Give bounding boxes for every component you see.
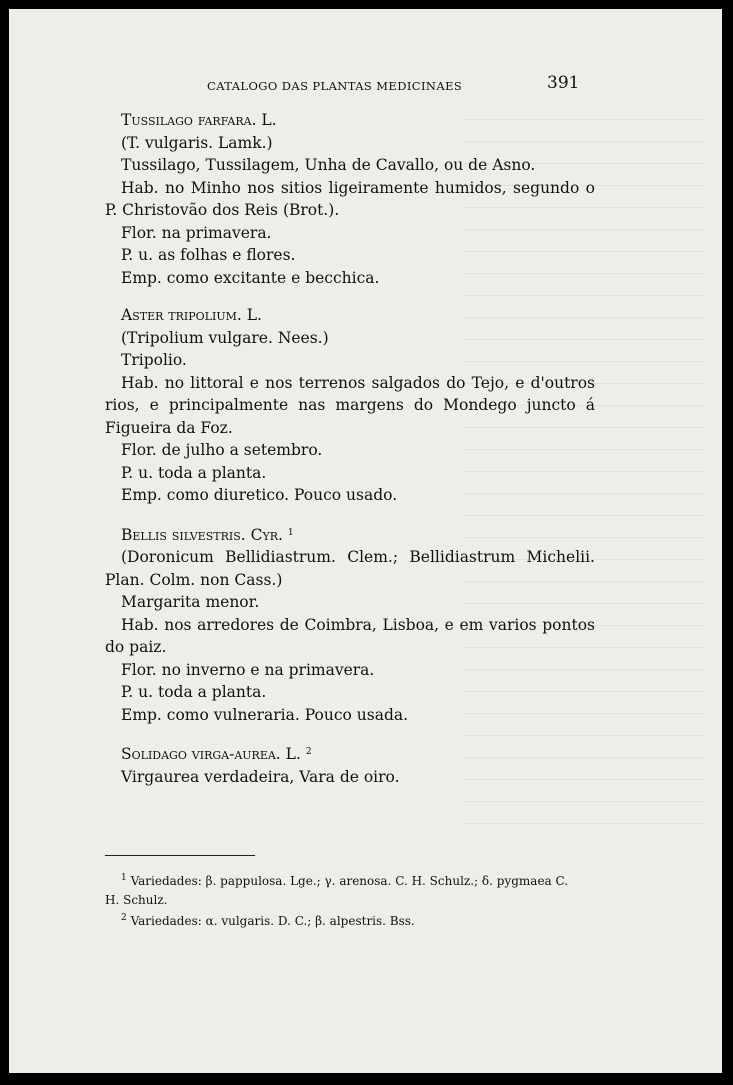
footnote-mark: 2: [121, 913, 127, 923]
entry-heading: Aster tripolium. L.: [121, 306, 262, 324]
entry-heading-line: [105, 522, 595, 547]
entry-heading: Tussilago farfara. L.: [121, 111, 277, 129]
entry-synonym: (T. vulgaris. Lamk.): [121, 133, 273, 152]
footnote-divider: [105, 855, 255, 856]
entry-part-used: P. u. toda a planta.: [121, 683, 267, 701]
entry-heading-line: [105, 741, 595, 766]
entry-flowering: Flor. no inverno e na primavera.: [121, 660, 375, 679]
catalog-body: [105, 109, 595, 803]
footnote-reference: 1: [287, 527, 294, 538]
footnote-mark: 1: [121, 873, 127, 883]
footnote-reference: 2: [305, 747, 312, 757]
entry-habitat: Hab. no Minho nos sitios ligeiramente humidos, segundo o P. Christovão dos Reis (Brot.).: [105, 178, 595, 219]
entry-aster: [105, 304, 595, 507]
page-number: 391: [547, 73, 580, 93]
footnote: [105, 869, 580, 909]
footnote-text: Variedades: β. pappulosa. Lge.; γ. arenosa. C. H. Schulz.; δ. pygmaea C. H. Schulz.: [105, 874, 569, 907]
page-content: [9, 9, 722, 1073]
entry-flowering: Flor. na primavera.: [121, 223, 272, 242]
entry-tussilago: [105, 109, 595, 289]
entry-common-names: Margarita menor.: [121, 593, 260, 611]
entry-heading: Bellis silvestris. Cyr.: [121, 525, 283, 544]
entry-common-names: Tripolio.: [121, 351, 187, 369]
entry-usage: Emp. como vulneraria. Pouco usada.: [121, 705, 409, 724]
footnote-text: Variedades: α. vulgaris. D. C.; β. alpestris. Bss.: [130, 914, 415, 928]
entry-heading: Solidago virga-aurea. L.: [121, 745, 301, 763]
entry-habitat: Hab. no littoral e nos terrenos salgados do Tejo, e d'outros rios, e principalmente nas margens do Mondego juncto á Figueira da Foz.: [105, 373, 595, 437]
running-title: CATALOGO DAS PLANTAS MEDICINAES: [207, 79, 463, 93]
entry-bellis: [105, 522, 595, 727]
entry-synonym: (Doronicum Bellidiastrum. Clem.; Bellidiastrum Michelii. Plan. Colm. non Cass.): [105, 548, 595, 589]
entry-flowering: Flor. de julho a setembro.: [121, 441, 323, 459]
entry-synonym: (Tripolium vulgare. Nees.): [121, 328, 329, 347]
footnotes: [105, 869, 580, 931]
entry-common-names: Virgaurea verdadeira, Vara de oiro.: [121, 767, 400, 786]
entry-common-names: Tussilago, Tussilagem, Unha de Cavallo, ou de Asno.: [121, 156, 536, 174]
scanned-page: [7, 7, 724, 1075]
entry-habitat: Hab. nos arredores de Coimbra, Lisboa, e em varios pontos do paiz.: [105, 615, 595, 656]
entry-solidago: [105, 741, 595, 788]
footnote: [105, 909, 580, 931]
entry-usage: Emp. como diuretico. Pouco usado.: [121, 486, 398, 504]
entry-part-used: P. u. toda a planta.: [121, 463, 267, 482]
entry-part-used: P. u. as folhas e flores.: [121, 246, 296, 264]
entry-usage: Emp. como excitante e becchica.: [121, 268, 380, 287]
